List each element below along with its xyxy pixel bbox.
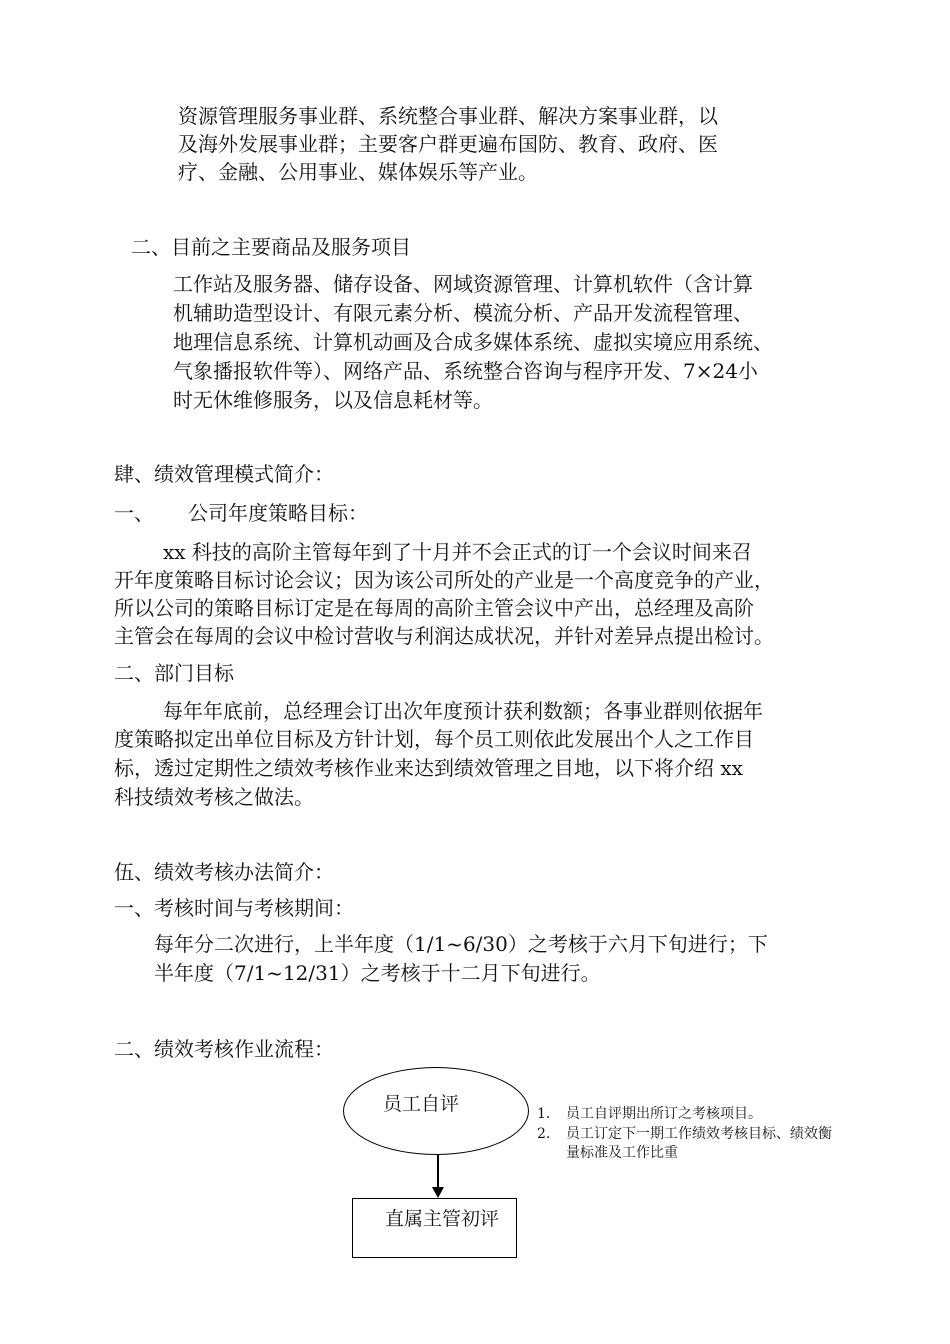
paragraph-line: 度策略拟定出单位目标及方针计划，每个员工则依此发展出个人之工作目 [114, 727, 754, 751]
flow-note-text: 量标准及工作比重 [566, 1145, 678, 1161]
paragraph-line: 机辅助造型设计、有限元素分析、模流分析、产品开发流程管理、 [173, 301, 753, 325]
paragraph-line: 疗、金融、公用事业、媒体娱乐等产业。 [178, 160, 538, 184]
paragraph-line: 及海外发展事业群；主要客户群更遍布国防、教育、政府、医 [178, 132, 718, 156]
flow-note-text: 员工订定下一期工作绩效考核目标、绩效衡 [566, 1126, 832, 1142]
section-heading: 肆、绩效管理模式简介： [114, 462, 334, 486]
flow-node-label: 直属主管初评 [385, 1208, 500, 1230]
paragraph-line: xx 科技的高阶主管每年到了十月并不会正式的订一个会议时间来召 [163, 540, 752, 564]
flow-note-number: 1. [537, 1106, 551, 1122]
flow-node-label: 员工自评 [383, 1093, 460, 1115]
subsection-title: 二、绩效考核作业流程： [114, 1037, 334, 1061]
flow-note-number: 2. [537, 1126, 551, 1142]
subheading: 二、目前之主要商品及服务项目 [131, 235, 411, 259]
paragraph-line: 地理信息系统、计算机动画及合成多媒体系统、虚拟实境应用系统、 [173, 330, 773, 354]
paragraph-line: 每年年底前，总经理会订出次年度预计获利数额；各事业群则依据年 [163, 699, 763, 723]
paragraph-line: 开年度策略目标讨论会议；因为该公司所处的产业是一个高度竞争的产业， [114, 568, 774, 592]
paragraph-line: 时无休维修服务，以及信息耗材等。 [173, 388, 493, 412]
paragraph-line: 所以公司的策略目标订定是在每周的高阶主管会议中产出，总经理及高阶 [114, 596, 754, 620]
paragraph-line: 主管会在每周的会议中检讨营收与利润达成状况，并针对差异点提出检讨。 [114, 624, 774, 648]
flow-note-text: 员工自评期出所订之考核项目。 [566, 1106, 762, 1122]
flow-arrowhead [432, 1187, 444, 1198]
paragraph-line: 标，透过定期性之绩效考核作业来达到绩效管理之目地，以下将介绍 xx [114, 756, 743, 780]
paragraph-line: 半年度（7/1~12/31）之考核于十二月下旬进行。 [154, 961, 601, 985]
subsection-title: 公司年度策略目标： [188, 501, 368, 525]
subsection-title: 一、考核时间与考核期间： [114, 896, 354, 920]
subsection-title: 二、部门目标 [114, 661, 234, 685]
paragraph-line: 工作站及服务器、储存设备、网域资源管理、计算机软件（含计算 [173, 272, 753, 296]
paragraph-line: 资源管理服务事业群、系统整合事业群、解决方案事业群，以 [178, 104, 718, 128]
paragraph-line: 气象播报软件等）、网络产品、系统整合咨询与程序开发、7×24小 [173, 359, 758, 383]
paragraph-line: 科技绩效考核之做法。 [114, 785, 314, 809]
subsection-number: 一、 [114, 501, 154, 525]
flow-arrow [437, 1155, 439, 1188]
section-heading: 伍、绩效考核办法简介： [114, 860, 334, 884]
paragraph-line: 每年分二次进行，上半年度（1/1~6/30）之考核于六月下旬进行；下 [154, 932, 768, 956]
